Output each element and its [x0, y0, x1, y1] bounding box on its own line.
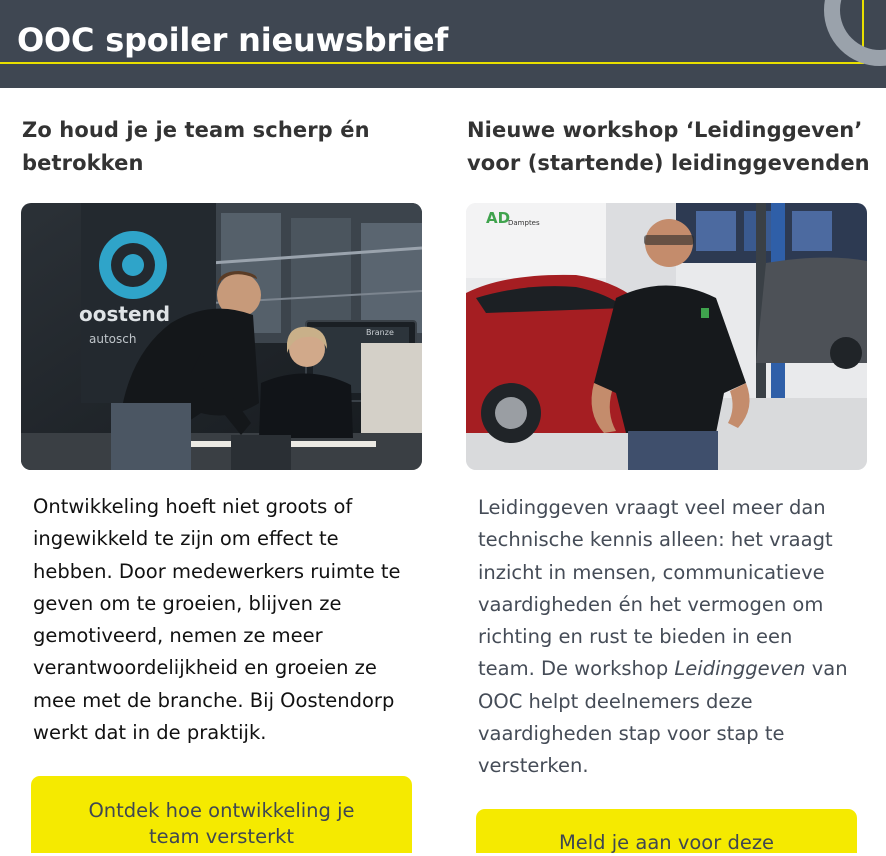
article-photo-office	[21, 203, 422, 470]
article-title-line: betrokken	[22, 151, 144, 175]
body-line: versterken.	[478, 754, 589, 778]
body-line: hebben. Door medewerkers ruimte te	[33, 559, 401, 583]
article-title-line: voor (startende) leidinggevenden	[467, 151, 870, 175]
article-title-team	[22, 114, 432, 180]
body-line: ingewikkeld te zijn om effect te	[33, 527, 339, 551]
article-title-workshop	[467, 114, 886, 180]
body-line	[478, 653, 878, 685]
cta-label-line: Meld je aan voor deze	[558, 831, 775, 854]
cta-label-line: team versterkt	[148, 825, 295, 848]
body-line: Leidinggeven vraagt veel meer dan	[478, 496, 826, 519]
newsletter-header	[0, 0, 886, 88]
body-line: werkt dat in de praktijk.	[33, 721, 267, 745]
body-line: OOC helpt deelnemers deze	[478, 689, 753, 713]
article-photo-workshop	[466, 203, 867, 470]
body-line: vaardigheden én het vermogen om	[478, 592, 824, 616]
body-line: verantwoordelijkheid en groeien ze	[33, 656, 377, 680]
article-title-line: Nieuwe workshop ‘Leidinggeven’	[467, 118, 863, 142]
cta-button-workshop-aanmelden[interactable]	[476, 809, 857, 853]
body-line: technische kennis alleen: het vraagt	[478, 528, 833, 552]
newsletter-title: OOC spoiler nieuwsbrief	[17, 21, 449, 59]
body-line: mee met de branche. Bij Oostendorp	[33, 688, 395, 712]
article-body-workshop	[478, 492, 878, 783]
body-line: gemotiveerd, nemen ze meer	[33, 624, 323, 648]
photo-logo-subtext: Damptes	[508, 219, 540, 227]
body-line: inzicht in mensen, communicatieve	[478, 560, 825, 584]
body-text-segment: team. De workshop	[478, 657, 675, 681]
workshop-name-emphasis: Leidinggeven	[674, 657, 806, 681]
photo-sign-text: oostend	[79, 302, 171, 326]
article-title-line: Zo houd je je team scherp én	[22, 118, 370, 142]
cta-button-ontwikkeling[interactable]	[31, 776, 412, 853]
photo-monitor-label: Branze	[366, 328, 394, 337]
cta-label-line: Ontdek hoe ontwikkeling je	[88, 799, 355, 822]
body-text-segment: van	[805, 657, 848, 681]
body-line: richting en rust te bieden in een	[478, 625, 793, 649]
body-line: Ontwikkeling hoeft niet groots of	[33, 495, 353, 518]
photo-logo-text: AD	[486, 209, 511, 227]
article-body-team	[33, 491, 423, 749]
body-line: geven om te groeien, blijven ze	[33, 591, 342, 615]
body-line: vaardigheden stap voor stap te	[478, 722, 785, 746]
photo-sign-subtext: autosch	[89, 332, 137, 346]
